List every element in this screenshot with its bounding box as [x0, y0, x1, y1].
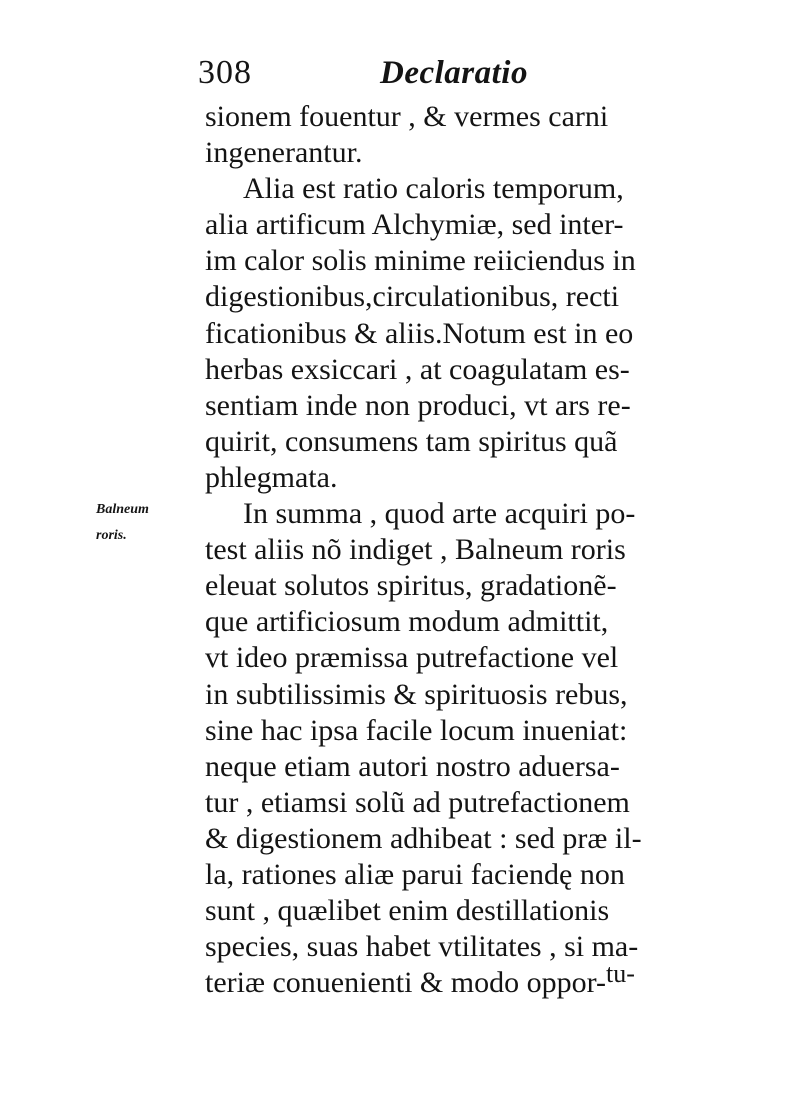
text-line — [205, 207, 655, 243]
text-line — [205, 604, 655, 640]
text-line — [205, 929, 655, 965]
text-line — [205, 316, 655, 352]
text-line — [205, 135, 655, 171]
text-line — [205, 171, 655, 207]
text-line-content: eleuat solutos spiritus, gradationẽ- — [205, 569, 617, 603]
text-line-content: tur , etiamsi solũ ad putrefactionem — [205, 785, 630, 819]
text-line — [205, 388, 655, 424]
text-line-content: teriæ conuenienti & modo oppor- — [205, 966, 606, 1000]
text-line — [205, 99, 655, 135]
text-line-content: digestionibus,circulationibus, recti — [205, 280, 620, 314]
text-line — [205, 460, 655, 496]
text-line-content: in subtilissimis & spirituosis rebus, — [205, 677, 628, 711]
text-line — [205, 243, 655, 279]
text-line-content: phlegmata. — [205, 460, 338, 494]
text-line — [205, 352, 655, 388]
text-line-content: vt ideo præmissa putrefactione vel — [205, 641, 619, 675]
text-line-content: la, rationes aliæ parui faciendę non — [205, 857, 625, 891]
text-line-content: ficationibus & aliis.Notum est in eo — [205, 316, 634, 350]
text-line — [205, 677, 655, 713]
text-line-content: ingenerantur. — [205, 136, 363, 170]
text-line — [205, 965, 655, 1001]
text-line — [205, 893, 655, 929]
text-line-content: In summa , quod arte acquiri po- — [243, 497, 636, 531]
text-line — [205, 496, 655, 532]
body-text — [205, 99, 655, 1001]
text-line-content: quirit, consumens tam spiritus quã — [205, 424, 618, 458]
text-line — [205, 857, 655, 893]
running-title: Declaratio — [380, 55, 528, 91]
text-line — [205, 279, 655, 315]
text-line — [205, 713, 655, 749]
text-line-content: sentiam inde non produci, vt ars re- — [205, 388, 631, 422]
text-line — [205, 532, 655, 568]
text-line — [205, 785, 655, 821]
margin-note-line: Balneum — [96, 502, 149, 517]
text-line-content: herbas exsiccari , at coagulatam es- — [205, 352, 630, 386]
text-line-content: Alia est ratio caloris temporum, — [243, 172, 624, 206]
catchword: tu- — [606, 959, 635, 988]
text-line-content: species, suas habet vtilitates , si ma- — [205, 930, 639, 964]
text-line-content: sionem fouentur , & vermes carni — [205, 100, 609, 133]
text-line — [205, 640, 655, 676]
text-line-content: & digestionem adhibeat : sed præ il- — [205, 821, 642, 855]
text-line — [205, 568, 655, 604]
text-line — [205, 749, 655, 785]
text-line-content: neque etiam autori nostro aduersa- — [205, 749, 620, 783]
page-header — [198, 50, 658, 96]
margin-note — [96, 497, 196, 549]
margin-note-line: roris. — [96, 528, 127, 543]
text-line-content: sunt , quælibet enim destillationis — [205, 894, 610, 928]
text-line-content: alia artificum Alchymiæ, sed inter- — [205, 208, 624, 242]
text-line-content: im calor solis minime reiiciendus in — [205, 244, 636, 278]
text-line — [205, 821, 655, 857]
text-line — [205, 424, 655, 460]
page-number: 308 — [198, 54, 252, 91]
text-line-content: sine hac ipsa facile locum inueniat: — [205, 713, 628, 747]
text-line-content: test aliis nõ indiget , Balneum roris — [205, 533, 626, 567]
text-line-content: que artificiosum modum admittit, — [205, 605, 609, 639]
